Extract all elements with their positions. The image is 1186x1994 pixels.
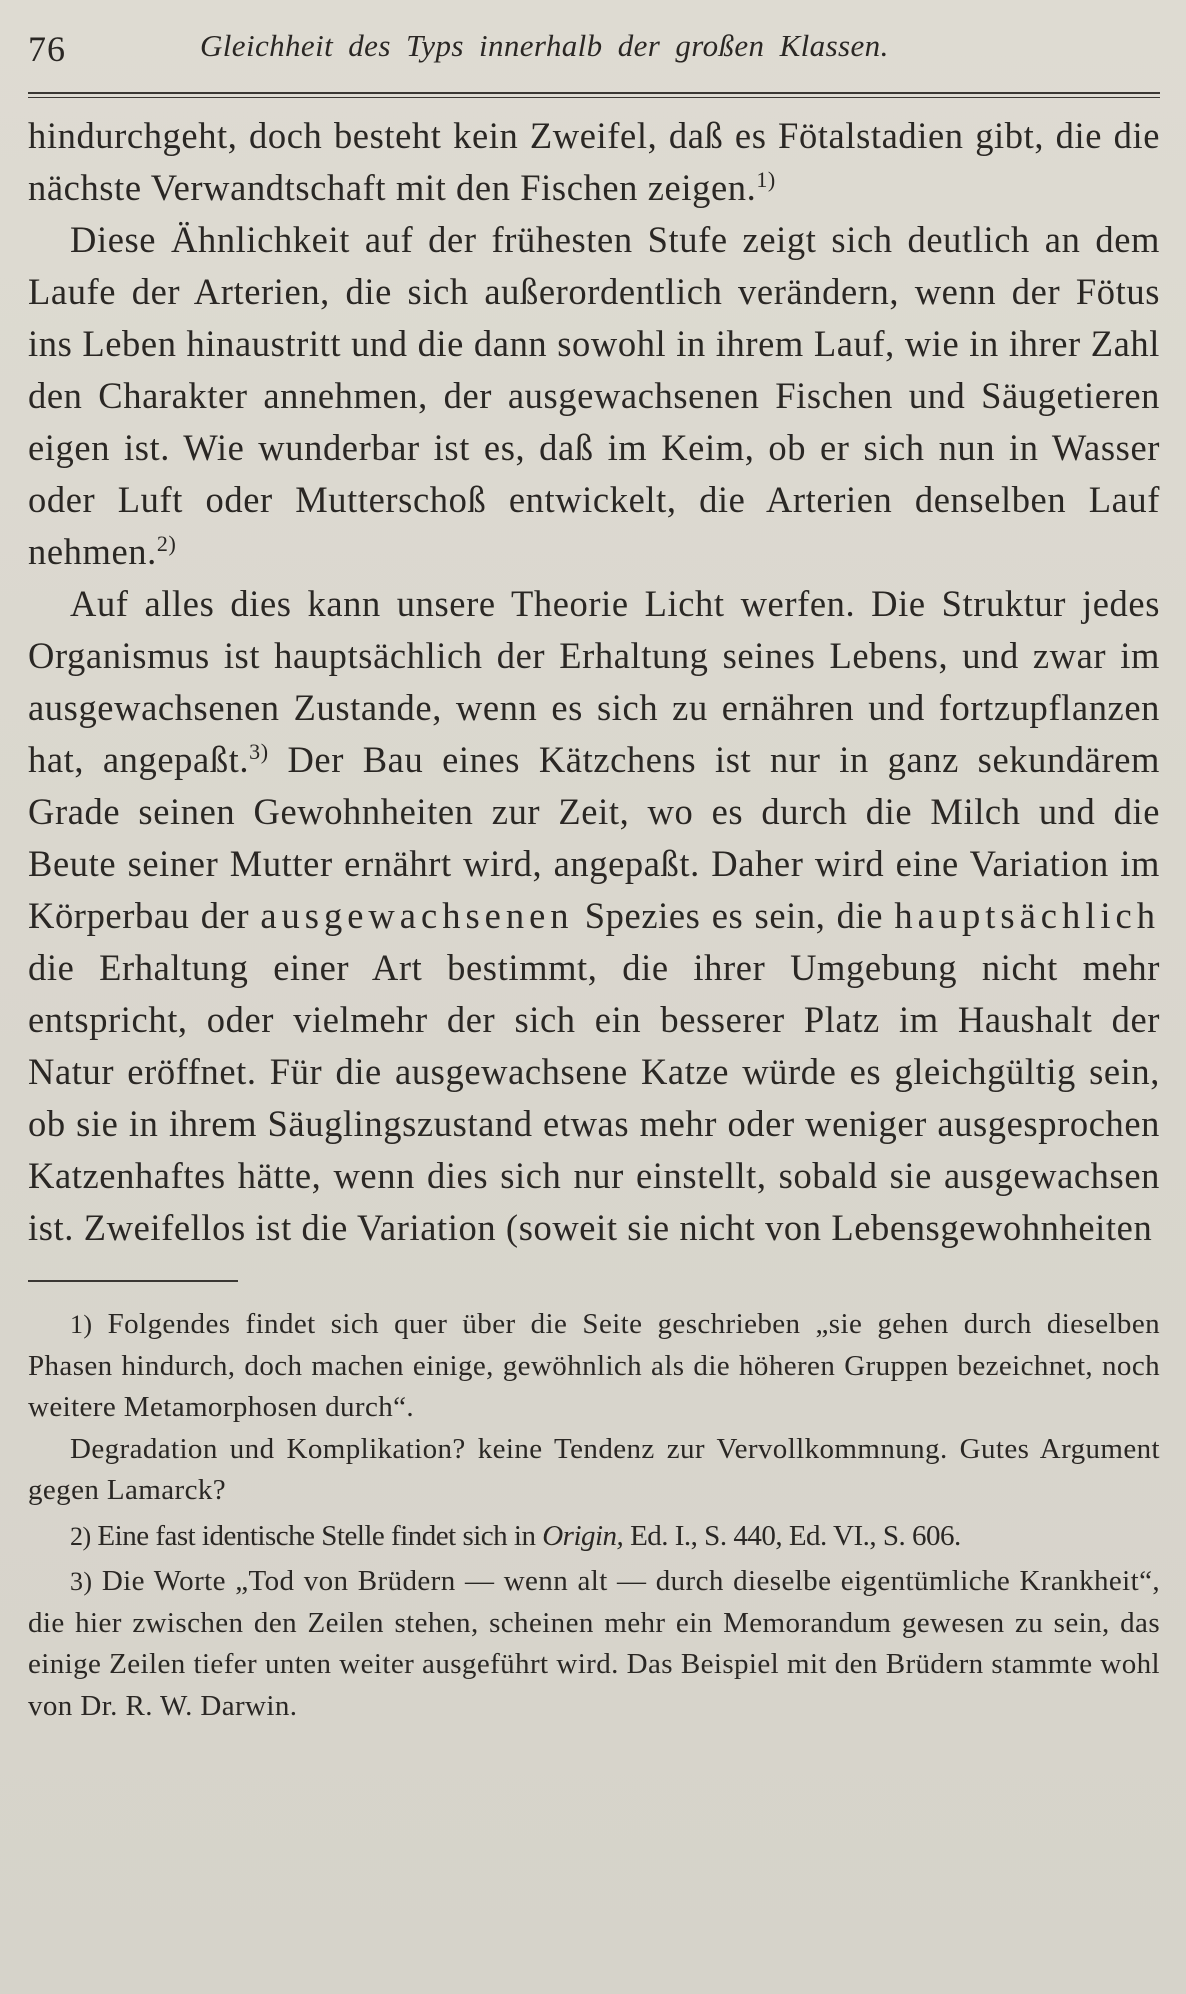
footnote-3-number: 3): [70, 1567, 93, 1596]
footnote-2-text-b: Ed. I., S. 440, Ed. VI., S. 606.: [623, 1519, 961, 1552]
paragraph-2: [28, 214, 1160, 578]
footnote-2: [28, 1516, 1160, 1558]
footnote-1-continuation: [28, 1429, 1160, 1512]
footnote-1: [28, 1304, 1160, 1429]
footnote-3: [28, 1561, 1160, 1727]
paragraph-3-text-c: Spezies es sein, die: [573, 895, 895, 936]
paragraph-3-text-d: die Erhaltung einer Art bestimmt, die ihrer Umgebung nicht mehr entspricht, oder vielmehr der sich ein besserer Platz im Haushalt der Natur eröffnet. Für die ausgewachsene Katze würde es gleichgültig sein, ob sie in ihrem Säuglingszustand etwas mehr oder weniger ausgesprochen Katzenhaftes hätte, wenn dies sich nur einstellt, sobald sie ausgewachsen ist. Zweifellos ist die Variation (soweit sie nicht von Lebensgewohnheiten: [28, 947, 1160, 1248]
paragraph-1-text: hindurchgeht, doch besteht kein Zweifel, daß es Fötalstadien gibt, die die nächste Verwandtschaft mit den Fischen zeigen.: [28, 115, 1160, 208]
emphasis-hauptsaechlich: hauptsächlich: [894, 895, 1160, 936]
footnote-2-origin-title: Origin,: [542, 1519, 624, 1552]
footnote-ref-3: 3): [249, 739, 269, 764]
page-number: 76: [28, 29, 66, 69]
running-head: [28, 18, 1160, 76]
footnote-3-text: Die Worte „Tod von Brüdern — wenn alt — durch dieselbe eigentümliche Krankheit“, die hier zwischen den Zeilen stehen, scheinen mehr ein Memorandum gewesen zu sein, das einige Zeilen tiefer unten weiter ausgeführt wird. Das Beispiel mit den Brüdern stammte wohl von Dr. R. W. Darwin.: [28, 1565, 1160, 1722]
body-text: [28, 110, 1160, 1254]
footnote-1-number: 1): [70, 1310, 93, 1339]
paragraph-2-text: Diese Ähnlichkeit auf der frühesten Stufe zeigt sich deutlich an dem Laufe der Arterien, die sich außerordentlich verändern, wenn der Fötus ins Leben hinaustritt und die dann sowohl in ihrem Lauf, wie in ihrer Zahl den Charakter annehmen, der ausgewachsenen Fischen und Säugetieren eigen ist. Wie wunderbar ist es, daß im Keim, ob er sich nun in Wasser oder Luft oder Mutterschoß entwickelt, die Arterien denselben Lauf nehmen.: [28, 219, 1160, 572]
footnote-1-text: Folgendes findet sich quer über die Seite geschrieben „sie gehen durch dieselben Phasen hindurch, doch machen einige, gewöhnlich als die höheren Gruppen bezeichnet, noch weitere Metamorphosen durch“.: [28, 1308, 1160, 1423]
footnotes: [28, 1304, 1160, 1727]
footnote-1-continuation-text: Degradation und Komplikation? keine Tendenz zur Vervollkommnung. Gutes Argument gegen Lamarck?: [28, 1432, 1160, 1506]
footnote-ref-1: 1): [756, 167, 776, 192]
paragraph-3: [28, 578, 1160, 1254]
paragraph-1: [28, 110, 1160, 214]
footnote-2-number: 2): [70, 1521, 91, 1551]
emphasis-ausgewachsenen: ausgewachsenen: [260, 895, 574, 936]
footnote-rule: [28, 1280, 238, 1282]
paragraph-3-text-b: Der Bau eines Kätzchens ist nur in ganz sekundärem Grade seinen Gewohnheiten zur Zeit, wo es durch die Milch und die Beute seiner Mutter ernährt wird, angepaßt. Daher wird eine Variation im Körperbau der: [28, 739, 1161, 936]
header-rule: [28, 92, 1160, 98]
paragraph-3-text-a: Auf alles dies kann unsere Theorie Licht werfen. Die Struktur jedes Organismus ist hauptsächlich der Erhaltung seines Lebens, und zwar im ausgewachsenen Zustande, wenn es sich zu ernähren und fortzupflanzen hat, angepaßt.: [28, 583, 1160, 780]
footnote-2-text-a: Eine fast identische Stelle findet sich in: [90, 1519, 543, 1552]
footnote-ref-2: 2): [156, 531, 177, 556]
running-title: Gleichheit des Typs innerhalb der großen Klassen.: [200, 28, 889, 63]
